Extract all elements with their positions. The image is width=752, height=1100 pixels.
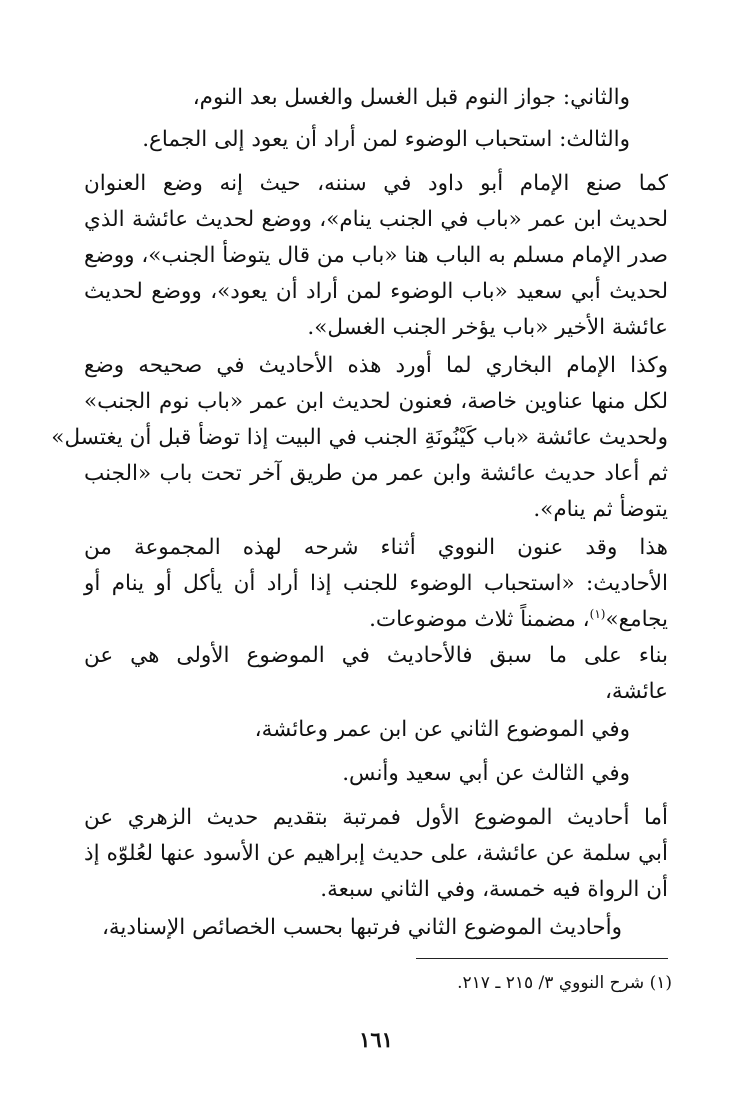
text-line: لحديث أبي سعيد «باب الوضوء لمن أراد أن يعود»، ووضع لحديث — [84, 279, 668, 304]
text-line: ثم أعاد حديث عائشة وابن عمر من طريق آخر تحت باب «الجنب — [84, 461, 668, 486]
text-line: أما أحاديث الموضوع الأول فمرتبة بتقديم حديث الزهري عن — [84, 805, 668, 830]
text-line: ولحديث عائشة «باب كَيْنُونَةِ الجنب في البيت إذا توضأ قبل أن يغتسل» — [51, 425, 668, 450]
page-number: ١٦١ — [359, 1027, 393, 1052]
footnote: (١) شرح النووي ٣/ ٢١٥ ـ ٢١٧. — [457, 973, 672, 993]
footnote-marker: (١) — [589, 606, 606, 621]
text-line: وكذا الإمام البخاري لما أورد هذه الأحاديث في صحيحه وضع — [84, 353, 668, 378]
text-line: لكل منها عناوين خاصة، فعنون لحديث ابن عمر «باب نوم الجنب» — [84, 389, 668, 414]
text-line: أبي سلمة عن عائشة، على حديث إبراهيم عن الأسود عنها لعُلوّه إذ — [84, 841, 668, 866]
text-line: صدر الإمام مسلم به الباب هنا «باب من قال يتوضأ الجنب»، ووضع — [84, 243, 668, 268]
text-line: أن الرواة فيه خمسة، وفي الثاني سبعة. — [320, 877, 668, 902]
text-line: عائشة الأخير «باب يؤخر الجنب الغسل». — [307, 315, 668, 340]
text-line: لحديث ابن عمر «باب في الجنب ينام»، ووضع لحديث عائشة الذي — [84, 207, 668, 232]
text-segment: ، مضمناً ثلاث موضوعات. — [369, 607, 590, 632]
text-line: كما صنع الإمام أبو داود في سننه، حيث إنه وضع العنوان — [84, 171, 668, 196]
text-line: وفي الثالث عن أبي سعيد وأنس. — [342, 761, 630, 786]
text-line: عائشة، — [604, 679, 668, 704]
text-line: بناء على ما سبق فالأحاديث في الموضوع الأولى هي عن — [84, 643, 668, 668]
text-segment: يجامع» — [605, 607, 668, 632]
text-line: والثالث: استحباب الوضوء لمن أراد أن يعود إلى الجماع. — [142, 127, 630, 152]
text-line: وفي الموضوع الثاني عن ابن عمر وعائشة، — [254, 717, 630, 742]
text-line: والثاني: جواز النوم قبل الغسل والغسل بعد النوم، — [192, 85, 630, 110]
text-line: هذا وقد عنون النووي أثناء شرحه لهذه المجموعة من — [84, 535, 668, 560]
text-line: وأحاديث الموضوع الثاني فرتبها بحسب الخصائص الإسنادية، — [101, 915, 622, 940]
text-line: يتوضأ ثم ينام». — [533, 497, 668, 522]
text-line: الأحاديث: «استحباب الوضوء للجنب إذا أراد أن يأكل أو ينام أو — [84, 571, 668, 596]
footnote-separator — [416, 958, 668, 959]
